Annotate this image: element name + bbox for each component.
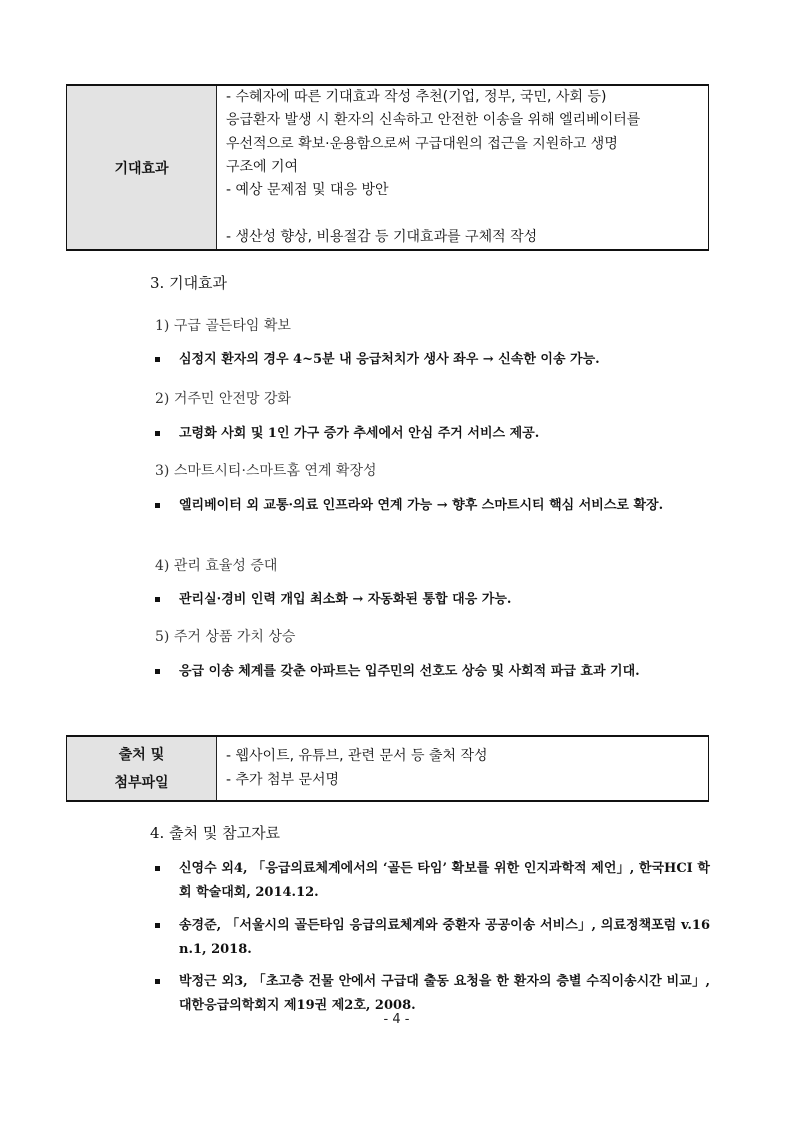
source-attachment-table: [66, 735, 709, 802]
square-bullet-icon: [155, 669, 160, 674]
section-3-subtitle-2: 2) 거주민 안전망 강화: [155, 391, 291, 407]
expected-effect-line: - 수혜자에 따른 기대효과 작성 추천(기업, 정부, 국민, 사회 등): [226, 89, 607, 105]
section-4-title: 4. 출처 및 참고자료: [150, 824, 281, 842]
expected-effect-line: 우선적으로 확보·운용함으로써 구급대원의 접근을 지원하고 생명: [226, 135, 618, 152]
source-label-line-1: 출처 및: [118, 746, 165, 763]
section-3-bullet-1: 심정지 환자의 경우 4~5분 내 응급처치가 생사 좌우 → 신속한 이송 가능.: [155, 348, 710, 372]
section-3-subtitle-1: 1) 구급 골든타임 확보: [155, 318, 291, 334]
expected-effect-line: [226, 202, 708, 225]
source-label-line-2: 첨부파일: [114, 774, 169, 791]
expected-effect-table: [66, 84, 709, 251]
square-bullet-icon: [155, 979, 160, 984]
square-bullet-icon: [155, 923, 160, 928]
section-3-title: 3. 기대효과: [150, 274, 228, 292]
source-line: - 웹사이트, 유튜브, 관련 문서 등 출처 작성: [226, 748, 488, 765]
reference-item-1: 신영수 외4, 「응급의료체계에서의 ‘골든 타임’ 확보를 위한 인지과학적 제언」, 한국HCI 학회 학술대회, 2014.12.: [155, 857, 710, 905]
expected-effect-line: 응급환자 발생 시 환자의 신속하고 안전한 이송을 위해 엘리베이터를: [226, 112, 641, 129]
expected-effect-line: 구조에 기여: [226, 158, 299, 175]
source-attachment-content: [217, 736, 709, 801]
source-line: - 추가 첨부 문서명: [226, 771, 340, 788]
square-bullet-icon: [155, 597, 160, 602]
reference-item-2: 송경준, 「서울시의 골든타임 응급의료체계와 중환자 공공이송 서비스」, 의료정책포럼 v.16 n.1, 2018.: [155, 914, 710, 962]
expected-effect-label: 기대효과: [67, 85, 217, 250]
section-3-subtitle-5: 5) 주거 상품 가치 상승: [155, 629, 296, 645]
section-3-bullet-5: 응급 이송 체계를 갖춘 아파트는 입주민의 선호도 상승 및 사회적 파급 효과 기대.: [155, 660, 710, 684]
reference-item-3: 박정근 외3, 「초고층 건물 안에서 구급대 출동 요청을 한 환자의 층별 수직이송시간 비교」, 대한응급의학회지 제19권 제2호, 2008.: [155, 970, 710, 1018]
section-3-subtitle-3: 3) 스마트시티·스마트홈 연계 확장성: [155, 463, 377, 479]
expected-effect-line: - 예상 문제점 및 대응 방안: [226, 182, 389, 199]
page-number: - 4 -: [383, 1012, 410, 1027]
section-3-bullet-2: 고령화 사회 및 1인 가구 증가 추세에서 안심 주거 서비스 제공.: [155, 422, 710, 446]
square-bullet-icon: [155, 866, 160, 871]
square-bullet-icon: [155, 431, 160, 436]
square-bullet-icon: [155, 503, 160, 508]
section-3-bullet-3: 엘리베이터 외 교통·의료 인프라와 연계 가능 → 향후 스마트시티 핵심 서비스로 확장.: [155, 494, 710, 518]
section-3-subtitle-4: 4) 관리 효율성 증대: [155, 558, 278, 574]
source-attachment-label: [67, 736, 217, 801]
section-3-bullet-4: 관리실·경비 인력 개입 최소화 → 자동화된 통합 대응 가능.: [155, 588, 710, 612]
expected-effect-content: [217, 85, 709, 250]
expected-effect-line: - 생산성 향상, 비용절감 등 기대효과를 구체적 작성: [226, 228, 538, 245]
square-bullet-icon: [155, 357, 160, 362]
